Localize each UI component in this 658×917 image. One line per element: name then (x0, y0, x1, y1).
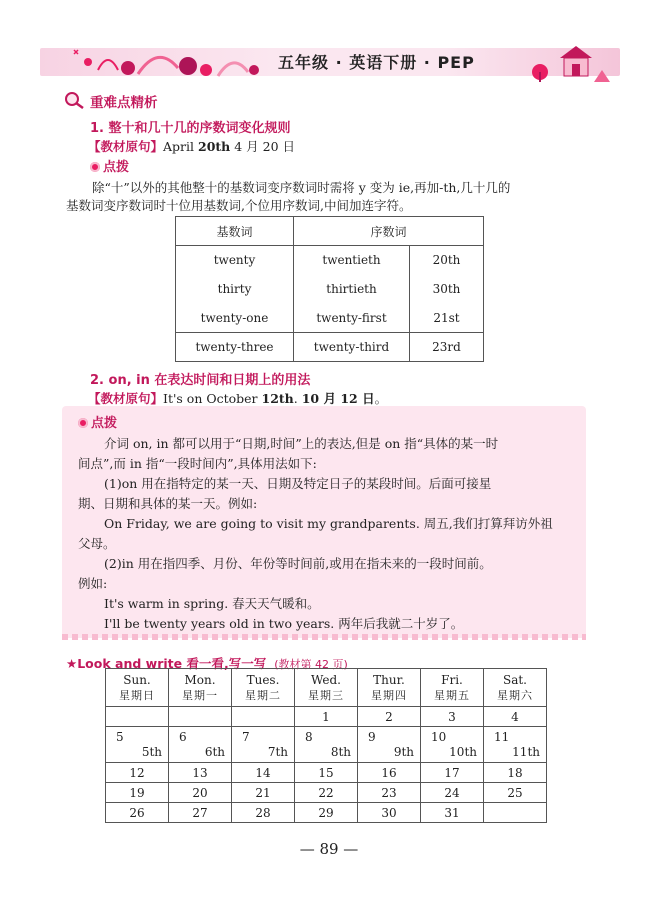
table-cell: twenty-first (294, 304, 410, 333)
calendar-cell: 31 (421, 803, 484, 823)
calendar-cell: 3 (421, 707, 484, 727)
page-header (40, 38, 620, 84)
calendar-cell: 15 (295, 763, 358, 783)
tip-label: 点拨 (90, 156, 129, 175)
tip-line: I'll be twenty years old in two years. 两年后我就二十岁了。 (104, 616, 464, 631)
source-translation: 10 月 12 日 (301, 391, 375, 406)
calendar-cell: 21 (232, 783, 295, 803)
magnifier-icon (64, 91, 86, 109)
calendar-cell: 29 (295, 803, 358, 823)
tip-label: 点拨 (78, 412, 117, 431)
day-header: Mon. 星期一 (169, 669, 232, 707)
tip-line: 介词 on, in 都可以用于“日期,时间”上的表达,但是 on 指“具体的某一时 (104, 436, 499, 451)
tip-box-border (62, 634, 586, 640)
table-cell: 21st (410, 304, 484, 333)
calendar-cell: 12 (106, 763, 169, 783)
tip-line: 父母。 (78, 536, 116, 551)
calendar-cell: 2 (358, 707, 421, 727)
calendar-cell: 16 (358, 763, 421, 783)
table-cell: 20th (410, 246, 484, 275)
day-header: Sun. 星期日 (106, 669, 169, 707)
table-cell: 23rd (410, 333, 484, 362)
section-title: 重难点精析 (90, 95, 158, 111)
calendar-cell (484, 803, 547, 823)
house-decoration-icon (520, 42, 610, 84)
table-cell: 30th (410, 275, 484, 304)
calendar-cell: 19 (106, 783, 169, 803)
day-header: Thur. 星期四 (358, 669, 421, 707)
source-label: 【教材原句】 (88, 139, 164, 154)
tip-line: (2)in 用在指四季、月份、年份等时间前,或用在指未来的一段时间前。 (104, 556, 492, 571)
calendar-cell: 7 7th (232, 727, 295, 763)
table-row (176, 304, 484, 333)
day-header: Fri. 星期五 (421, 669, 484, 707)
calendar-cell: 13 (169, 763, 232, 783)
calendar-cell: 23 (358, 783, 421, 803)
table-cell: twenty-third (294, 333, 410, 362)
point1-heading: 1. 整十和几十几的序数词变化规则 (90, 121, 291, 136)
calendar-cell: 9 9th (358, 727, 421, 763)
look-write-title: ★Look and write 看一看,写一写 (教材第 42 页) (66, 656, 348, 671)
calendar-cell (169, 707, 232, 727)
day-header: Tues. 星期二 (232, 669, 295, 707)
source-text: It's on October (163, 391, 262, 406)
table-row (176, 275, 484, 304)
calendar-cell: 6 6th (169, 727, 232, 763)
tip-line: 间点”,而 in 指“一段时间内”,具体用法如下: (78, 456, 317, 471)
source-translation: 4 月 20 日 (230, 139, 296, 154)
point2-source: 【教材原句】It's on October 12th. 10 月 12 日。 (88, 391, 388, 406)
floral-decoration-icon (68, 40, 268, 84)
textbook-reference: (教材第 42 页) (274, 658, 348, 671)
calendar-row (106, 763, 547, 783)
day-header: Sat. 星期六 (484, 669, 547, 707)
page-number: — 89 — (299, 840, 359, 858)
calendar-cell: 27 (169, 803, 232, 823)
tip-line: 例如: (78, 576, 108, 591)
calendar-cell: 5 5th (106, 727, 169, 763)
calendar-cell (106, 707, 169, 727)
table-header: 序数词 (294, 217, 484, 246)
source-text: April (163, 139, 198, 154)
source-highlight: 12th (261, 391, 294, 406)
table-row (176, 246, 484, 275)
tip-line: On Friday, we are going to visit my grandparents. 周五,我们打算拜访外祖 (104, 516, 553, 531)
calendar-cell: 14 (232, 763, 295, 783)
calendar-cell: 25 (484, 783, 547, 803)
calendar-table (105, 668, 547, 823)
point2-heading: 2. on, in 在表达时间和日期上的用法 (90, 373, 311, 388)
calendar-cell (232, 707, 295, 727)
bullet-icon (78, 418, 88, 428)
table-cell: twenty (176, 246, 294, 275)
calendar-cell: 30 (358, 803, 421, 823)
calendar-cell: 17 (421, 763, 484, 783)
calendar-cell: 11 11th (484, 727, 547, 763)
calendar-row (106, 803, 547, 823)
table-cell: twenty-one (176, 304, 294, 333)
calendar-cell: 28 (232, 803, 295, 823)
calendar-cell: 20 (169, 783, 232, 803)
calendar-header-row (106, 669, 547, 707)
tip-line: 期、日期和具体的某一天。例如: (78, 496, 258, 511)
calendar-cell: 18 (484, 763, 547, 783)
point1-source (88, 137, 295, 155)
header-title: 五年级 · 英语下册 · PEP (278, 53, 475, 72)
tip-line: It's warm in spring. 春天天气暖和。 (104, 596, 320, 611)
table-cell: thirtieth (294, 275, 410, 304)
table-header-row (176, 217, 484, 246)
calendar-cell: 10 10th (421, 727, 484, 763)
calendar-cell: 8 8th (295, 727, 358, 763)
ordinal-table (175, 216, 484, 362)
explain-line: 除“十”以外的其他整十的基数词变序数词时需将 y 变为 ie,再加-th,几十几的 (92, 180, 511, 195)
calendar-cell: 1 (295, 707, 358, 727)
source-label: 【教材原句】 (88, 391, 164, 406)
day-header: Wed. 星期三 (295, 669, 358, 707)
table-row (176, 333, 484, 362)
calendar-row (106, 727, 547, 763)
tip-line: (1)on 用在指特定的某一天、日期及特定日子的某段时间。后面可接星 (104, 476, 492, 491)
table-cell: thirty (176, 275, 294, 304)
table-cell: twenty-three (176, 333, 294, 362)
calendar-cell: 22 (295, 783, 358, 803)
calendar-row (106, 707, 547, 727)
bullet-icon (90, 162, 100, 172)
table-cell: twentieth (294, 246, 410, 275)
calendar-cell: 26 (106, 803, 169, 823)
calendar-cell: 24 (421, 783, 484, 803)
explain-line: 基数词变序数词时十位用基数词,个位用序数词,中间加连字符。 (66, 198, 412, 213)
table-header: 基数词 (176, 217, 294, 246)
calendar-row (106, 783, 547, 803)
source-highlight: 20th (198, 139, 231, 154)
calendar-cell: 4 (484, 707, 547, 727)
